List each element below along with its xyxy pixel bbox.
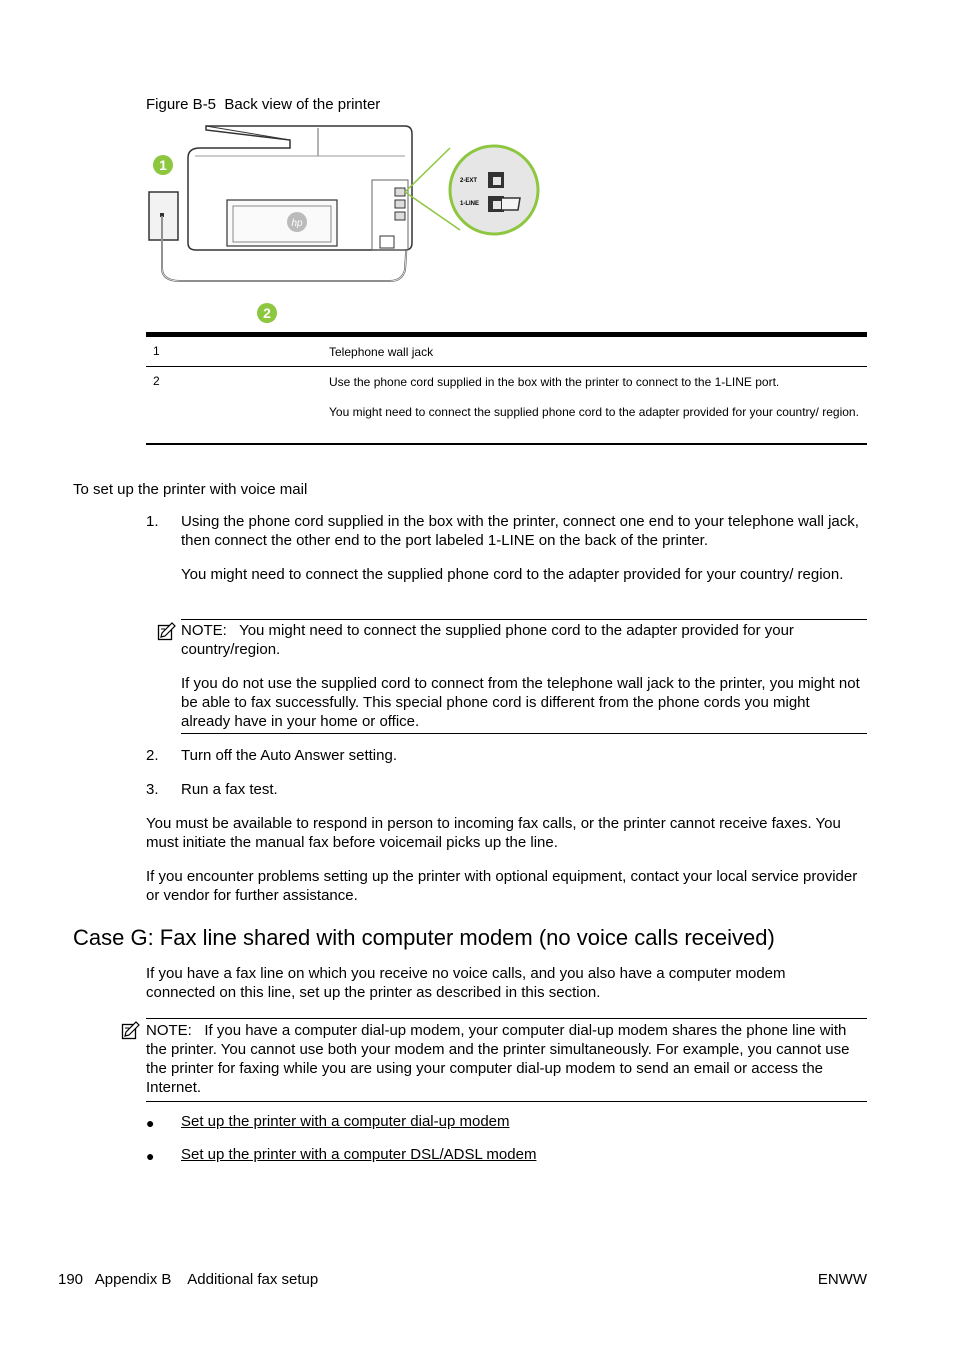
note-content	[181, 621, 861, 659]
note-icon	[121, 1021, 141, 1041]
callout-table	[146, 332, 867, 445]
callout-1-number: 1	[159, 157, 167, 173]
note-text: You might need to connect the supplied phone cord to the adapter provided for your country/region.	[181, 622, 794, 658]
note-label: NOTE:	[146, 1022, 192, 1039]
svg-text:hp: hp	[291, 218, 303, 229]
phone-plug-icon	[502, 198, 520, 210]
footer-chapter-title: Additional fax setup	[187, 1271, 319, 1288]
callout-text: Use the phone cord supplied in the box with the printer to connect to the 1-LINE port.	[329, 375, 780, 389]
figure-label: Figure B-5	[146, 96, 217, 113]
figure-caption	[146, 96, 380, 113]
callout-row	[146, 367, 867, 443]
callout-2-number: 2	[263, 305, 271, 321]
procedure-heading: To set up the printer with voice mail	[73, 481, 308, 498]
step-text: Using the phone cord supplied in the box with the printer, connect one end to your telephone wall jack, then connect the other end to the port labeled 1-LINE on the back of the printer.	[181, 513, 859, 549]
step-text-post: setting.	[348, 747, 397, 764]
body-paragraph: You must be available to respond in person to incoming fax calls, or the printer cannot receive faxes. You must initiate the manual fax before voicemail picks up the line.	[146, 815, 841, 851]
port-1-line-label: 1-LINE	[460, 201, 480, 207]
note-text-2: If you do not use the supplied cord to connect from the telephone wall jack to the printer, you might not be able to fax successfully. This special phone cord is different from the phone cords you might already have in your home or office.	[181, 675, 860, 730]
page-footer-left	[58, 1271, 318, 1288]
port-2-ext-label: 2-EXT	[460, 178, 478, 184]
section-intro: If you have a fax line on which you receive no voice calls, and you also have a computer modem connected on this line, set up the printer as described in this section.	[146, 965, 786, 1001]
line-port	[395, 188, 405, 196]
body-paragraph: If you encounter problems setting up the printer with optional equipment, contact your local service provider or vendor for further assistance.	[146, 868, 858, 904]
rear-door	[227, 200, 337, 246]
step-number: 2.	[146, 747, 159, 764]
note-label: NOTE:	[181, 622, 227, 639]
section-title: Case G: Fax line shared with computer modem (no voice calls received)	[73, 925, 775, 950]
callout-row	[146, 337, 867, 366]
port-zoom-circle	[450, 146, 538, 234]
callout-num: 2	[153, 374, 160, 388]
step-number: 3.	[146, 781, 159, 798]
note-icon	[157, 622, 177, 642]
bullet: ●	[146, 1148, 155, 1164]
step-number: 1.	[146, 513, 159, 530]
note-text: If you have a computer dial-up modem, your computer dial-up modem shares the phone line with the printer. You cannot use both your modem and the printer simultaneously. For example, you cannot use the printer for faxing while you are using your computer dial-up modem to send an email or access the Internet.	[146, 1022, 850, 1096]
footer-right-label: ENWW	[817, 1271, 867, 1288]
link-dial-up-modem[interactable]: Set up the printer with a computer dial-up modem	[181, 1113, 510, 1130]
callout-text-2: You might need to connect the supplied phone cord to the adapter provided for your country/ region.	[329, 405, 859, 419]
step-subtext: You might need to connect the supplied phone cord to the adapter provided for your country/ region.	[181, 566, 844, 583]
footer-chapter: Appendix B	[94, 1271, 172, 1288]
link-dsl-adsl-modem[interactable]: Set up the printer with a computer DSL/ADSL modem	[181, 1146, 537, 1163]
bullet: ●	[146, 1115, 155, 1131]
step-text: Run a fax test.	[181, 781, 278, 798]
printer-diagram	[140, 118, 560, 328]
callout-num: 1	[153, 344, 160, 358]
callout-text: Telephone wall jack	[329, 345, 434, 359]
note-content	[146, 1021, 867, 1097]
step-text	[181, 746, 861, 765]
page-number: 190	[58, 1271, 84, 1288]
step-text-pre: Turn off the	[181, 747, 257, 764]
ui-setting-name: Auto Answer	[260, 747, 345, 764]
figure-caption-text: Back view of the printer	[224, 96, 381, 113]
printer-back-view-figure	[140, 118, 560, 333]
